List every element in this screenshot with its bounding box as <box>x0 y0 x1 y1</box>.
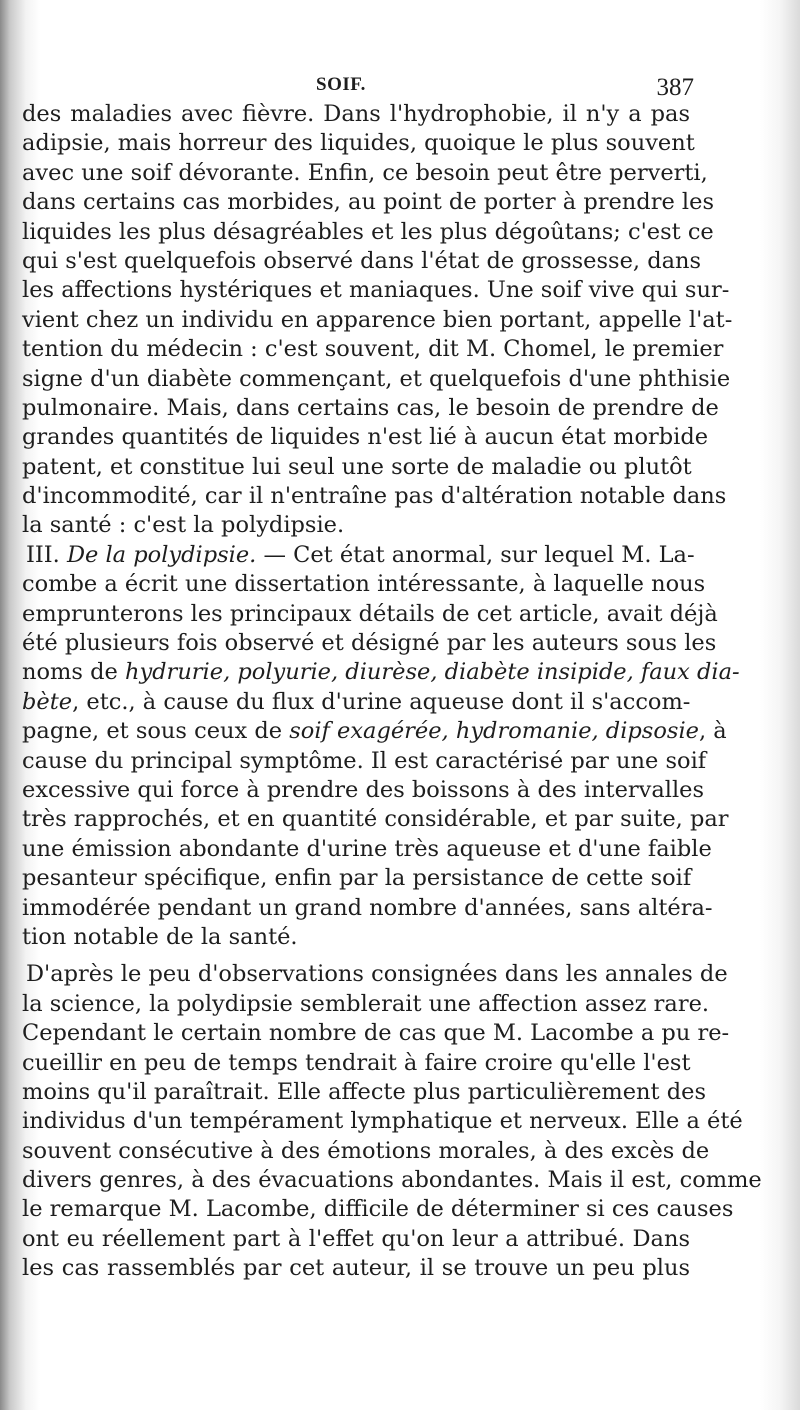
text-run: pagne, et sous ceux de <box>22 718 290 745</box>
text-line: avec une soif dévorante. Enfin, ce besoin peut être perverti, <box>22 159 708 186</box>
text-line: des maladies avec fièvre. Dans l'hydrophobie, il n'y a pas <box>22 101 690 127</box>
text-line: combe a écrit une dissertation intéressante, à laquelle nous <box>22 571 706 598</box>
text-line: la science, la polydipsie semblerait une affection assez rare. <box>22 990 710 1017</box>
text-line: une émission abondante d'urine très aqueuse et d'une faible <box>22 835 712 862</box>
text-line: été plusieurs fois observé et désigné par les auteurs sous les <box>22 630 717 657</box>
text-line: pesanteur spécifique, enfin par la persistance de cette soif <box>22 865 692 892</box>
text-line: adipsie, mais horreur des liquides, quoique le plus souvent <box>22 130 695 157</box>
body-text <box>22 100 762 1284</box>
text-line: individus d'un tempérament lymphatique et nerveux. Elle a été <box>22 1108 743 1135</box>
text-line: cueillir en peu de temps tendrait à faire croire qu'elle l'est <box>22 1049 691 1076</box>
section-number: III. <box>26 541 67 568</box>
paragraph-gap <box>22 952 690 960</box>
text-line: dans certains cas morbides, au point de porter à prendre les <box>22 189 714 216</box>
text-line: ont eu réellement part à l'effet qu'on leur a attribué. Dans <box>22 1225 690 1252</box>
italic-term: bète <box>22 688 73 715</box>
text-line: excessive qui force à prendre des boissons à des intervalles <box>22 776 705 803</box>
text-run: , à <box>698 718 727 745</box>
text-line: les affections hystériques et maniaques. Une soif vive qui sur- <box>22 277 730 304</box>
text-line: qui s'est quelquefois observé dans l'état de grossesse, dans <box>22 247 702 274</box>
text-line: emprunterons les principaux détails de cet article, avait déjà <box>22 600 718 627</box>
section-title: De la polydipsie. <box>66 541 257 568</box>
text-line: cause du principal symptôme. Il est caractérisé par une soif <box>22 747 707 774</box>
text-line: signe d'un diabète commençant, et quelquefois d'une phthisie <box>22 365 731 392</box>
text-line: pulmonaire. Mais, dans certains cas, le besoin de prendre de <box>22 394 719 421</box>
text-line: D'après le peu d'observations consignées dans les annales de <box>26 961 728 988</box>
text-line: souvent consécutive à des émotions morales, à des excès de <box>22 1137 710 1164</box>
text-line: d'incommodité, car il n'entraîne pas d'altération notable dans <box>22 483 727 510</box>
italic-term-list: soif exagérée, hydromanie, dipsosie <box>289 718 699 745</box>
section-heading-line <box>22 541 695 570</box>
text-line: liquides les plus désagréables et les plus dégoûtans; c'est ce <box>22 218 714 245</box>
page-header <box>24 70 694 104</box>
text-line: très rapprochés, et en quantité considérable, et par suite, par <box>22 806 729 833</box>
text-run: — Cet état anormal, sur lequel M. La- <box>256 541 695 568</box>
running-head: SOIF. <box>316 74 366 95</box>
text-line <box>22 717 727 746</box>
text-line <box>22 688 690 717</box>
italic-term-list: hydrurie, polyurie, diurèse, diabète insipide, faux dia- <box>124 659 740 686</box>
text-run: noms de <box>22 659 125 686</box>
text-line <box>22 658 740 687</box>
text-line: la santé : c'est la polydipsie. <box>22 512 345 539</box>
text-line: patent, et constitue lui seul une sorte de maladie ou plutôt <box>22 453 692 480</box>
text-line: vient chez un individu en apparence bien portant, appelle l'at- <box>22 306 733 333</box>
text-line: le remarque M. Lacombe, difficile de déterminer si ces causes <box>22 1196 734 1223</box>
text-line: les cas rassemblés par cet auteur, il se trouve un peu plus <box>22 1255 690 1282</box>
text-run: , etc., à cause du flux d'urine aqueuse dont il s'accom- <box>72 688 691 715</box>
text-line: immodérée pendant un grand nombre d'années, sans altéra- <box>22 894 713 921</box>
text-line: grandes quantités de liquides n'est lié à aucun état morbide <box>22 424 709 451</box>
page-number: 387 <box>656 74 694 101</box>
text-line: divers genres, à des évacuations abondantes. Mais il est, comme <box>22 1167 762 1194</box>
text-line: tion notable de la santé. <box>22 923 298 950</box>
text-line: tention du médecin : c'est souvent, dit M. Chomel, le premier <box>22 336 724 363</box>
text-line: Cependant le certain nombre de cas que M. Lacombe a pu re- <box>22 1020 730 1047</box>
text-line: moins qu'il paraîtrait. Elle affecte plus particulièrement des <box>22 1078 707 1105</box>
